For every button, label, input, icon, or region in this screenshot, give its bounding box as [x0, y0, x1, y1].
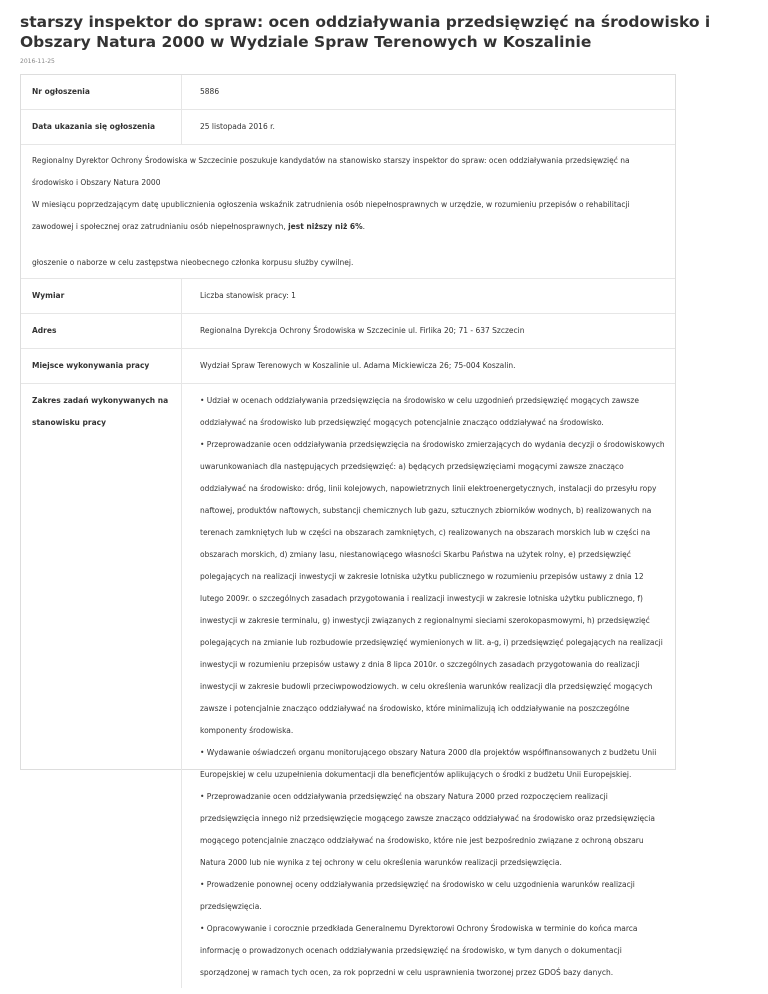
row-label: Miejsce wykonywania pracy: [21, 349, 182, 383]
row-value: 5886: [200, 87, 220, 96]
row-label: Data ukazania się ogłoszenia: [21, 110, 182, 144]
disability-bold: jest niższy niż 6%: [288, 222, 363, 231]
task-item: • Udział w ocenach oddziaływania przedsięwzięcia na środowisko w celu uzgodnień przedsięwzięć mogących zawsze oddziaływać na środowisko lub przedsięwzięć mogących potencjalnie znacząco oddziaływać na środowisko.: [200, 396, 639, 427]
row-nr-ogloszenia: [21, 75, 675, 110]
task-item: • Opracowywanie i corocznie przedkłada Generalnemu Dyrektorowi Ochrony Środowiska w terminie do końca marca informację o prowadzonych ocenach oddziaływania przedsięwzięć na środowisko, w tym danych o dokumentacji sporządzonej w ramach tych ocen, za rok poprzedni w celu usprawnienia tworzonej przez GDOŚ bazy danych.: [200, 924, 638, 977]
announcement-table: [20, 74, 676, 977]
row-label: Zakres zadań wykonywanych na stanowisku pracy: [21, 384, 182, 988]
intro-section: [21, 145, 675, 279]
disability-text: W miesiącu poprzedzającym datę upublicznienia ogłoszenia wskaźnik zatrudnienia osób niepełnosprawnych w urzędzie, w rozumieniu przepisów o rehabilitacji zawodowej i społecznej oraz zatrudnianiu osób niepełnosprawnych,: [32, 200, 630, 231]
spacer: [32, 238, 665, 252]
replacement-paragraph: głoszenie o naborze w celu zastępstwa nieobecnego członka korpusu służby cywilnej.: [32, 258, 354, 267]
disability-paragraph: [32, 194, 665, 238]
row-label: Nr ogłoszenia: [21, 75, 182, 109]
page-title: starszy inspektor do spraw: ocen oddziaływania przedsięwzięć na środowisko i Obszary Natura 2000 w Wydziale Spraw Terenowych w Koszalinie: [20, 13, 711, 51]
task-item: • Przeprowadzanie ocen oddziaływania przedsięwzięcia na środowisko zmierzających do wydania decyzji o środowiskowych uwarunkowaniach dla następujących przedsięwzięć: a) będących przedsięwzięciami mogącymi zawsze znacząco oddziaływać na środowisko: dróg, linii kolejowych, napowietrznych linii elektroenergetycznych, instalacji do przesyłu ropy naftowej, produktów naftowych, substancji chemicznych lub gazu, sztucznych zbiorników wodnych, b) realizowanych na terenach zamkniętych lub w części na obszarach zamkniętych, c) realizowanych na obszarach morskich lub w części na obszarach morskich, d) zmiany lasu, niestanowiącego własności Skarbu Państwa na użytek rolny, e) przedsięwzięć polegających na realizacji inwestycji w zakresie lotniska użytku publicznego w rozumieniu przepisów ustawy z dnia 12 lutego 2009r. o szczególnych zasadach przygotowania i realizacji inwestycji w zakresie lotniska użytku publicznego, f) inwestycji w zakresie terminalu, g) inwestycji związanych z regionalnymi sieciami szerokopasmowymi, h) przedsięwzięć polegających na zmianie lub rozbudowie przedsięwzięć wymienionych w lit. a-g, i) przedsięwzięć polegających na realizacji inwestycji w rozumieniu przepisów ustawy z dnia 8 lipca 2010r. o szczególnych zasadach przygotowania do realizacji inwestycji w zakresie budowli przeciwpowodziowych. w celu określenia warunków realizacji dla przedsięwzięć mogących zawsze i potencjalnie znacząco oddziaływać na środowisko, które minimalizują ich oddziaływanie na poszczególne komponenty środowiska.: [200, 440, 665, 735]
row-adres: [21, 314, 675, 349]
row-value: Liczba stanowisk pracy: 1: [200, 291, 296, 300]
row-wymiar: [21, 279, 675, 314]
row-value: [182, 384, 675, 988]
publish-date: 2016-11-25: [20, 58, 55, 65]
row-value: Regionalna Dyrekcja Ochrony Środowiska w Szczecinie ul. Firlika 20; 71 - 637 Szczecin: [200, 326, 525, 335]
page: [0, 0, 768, 67]
row-data-ukazania: [21, 110, 675, 145]
row-zakres-zadan: [21, 384, 675, 988]
intro-paragraph: Regionalny Dyrektor Ochrony Środowiska w Szczecinie poszukuje kandydatów na stanowisko starszy inspektor do spraw: ocen oddziaływania przedsięwzięć na środowisko i Obszary Natura 2000: [32, 156, 630, 187]
row-label: Adres: [21, 314, 182, 348]
row-value: Wydział Spraw Terenowych w Koszalinie ul. Adama Mickiewicza 26; 75-004 Koszalin.: [200, 361, 516, 370]
task-item: • Prowadzenie ponownej oceny oddziaływania przedsięwzięć na środowisko w celu uzgodnienia warunków realizacji przedsięwzięcia.: [200, 880, 635, 911]
task-item: • Przeprowadzanie ocen oddziaływania przedsięwzięć na obszary Natura 2000 przed rozpoczęciem realizacji przedsięwzięcia innego niż przedsięwzięcie mogącego zawsze znacząco oddziaływać na środowisko oraz przedsięwzięcia mogącego potencjalnie znacząco oddziaływać na środowisko, które nie jest bezpośrednio związane z ochroną obszaru Natura 2000 lub nie wynika z tej ochrony w celu określenia warunków realizacji przedsięwzięcia.: [200, 792, 655, 867]
disability-end: .: [362, 222, 366, 231]
row-label: Wymiar: [21, 279, 182, 313]
row-miejsce: [21, 349, 675, 384]
row-value: 25 listopada 2016 r.: [200, 122, 275, 131]
task-item: • Wydawanie oświadczeń organu monitorującego obszary Natura 2000 dla projektów współfinansowanych z budżetu Unii Europejskiej w celu uzupełnienia dokumentacji dla beneficjentów aplikujących o środki z budżetu Unii Europejskiej.: [200, 748, 657, 779]
